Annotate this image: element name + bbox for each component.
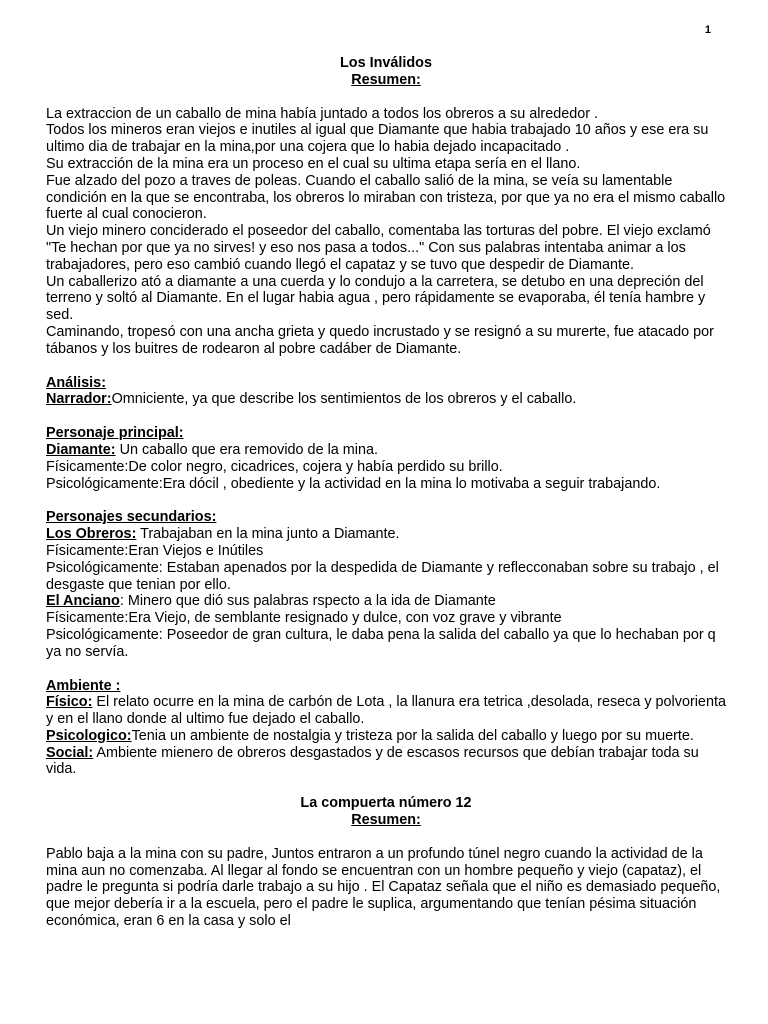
ambiente-heading: Ambiente : (46, 677, 121, 694)
anciano-psico: Psicológicamente: Poseedor de gran cultura, le daba pena la salida del caballo ya que lo hechaban por q ya no servía. (46, 626, 716, 660)
narrador-label: Narrador: (46, 391, 112, 408)
summary-paragraph-6: Un caballerizo ató a diamante a una cuerda y lo condujo a la carretera, se detubo en una depreción del terreno y soltó al Diamante. En el lugar habia agua , pero rápidamente se evaporaba, él tenía hambre y sed. (46, 273, 706, 324)
summary-paragraph-2: Todos los mineros eran viejos e inutiles al igual que Diamante que habia trabajado 10 años y ese era su ultimo dia de trabajar en la mina,por una cojera que lo habia dejado incapacitado . (46, 122, 709, 156)
ambiente-fisico (46, 694, 726, 728)
narrador-line (46, 391, 726, 408)
obreros-text: Trabajaban en la mina junto a Diamante. (136, 526, 400, 543)
section2-subtitle: Resumen: (351, 812, 421, 829)
diamante-fisico: Físicamente:De color negro, cicadrices, cojera y había perdido su brillo. (46, 458, 503, 475)
diamante-line (46, 442, 726, 459)
diamante-psico: Psicológicamente:Era dócil , obediente y la actividad en la mina lo motivaba a seguir trabajando. (46, 475, 661, 492)
document-body (46, 55, 726, 930)
obreros-psico: Psicológicamente: Estaban apenados por la despedida de Diamante y reflecconaban sobre su trabajo , el desgaste que tenian por ello. (46, 559, 719, 593)
ambiente-fisico-label: Físico: (46, 694, 93, 711)
obreros-label: Los Obreros: (46, 526, 137, 543)
ambiente-social (46, 745, 726, 779)
section2-title: La compuerta número 12 (300, 795, 472, 812)
narrador-text: Omniciente, ya que describe los sentimientos de los obreros y el caballo. (111, 391, 577, 408)
summary-paragraph-4: Fue alzado del pozo a traves de poleas. Cuando el caballo salió de la mina, se veía su lamentable condición en la que se encontraba, los obreros lo miraban con tristeza, por que ya no era el mismo caballo fuerte al cual conocieron. (46, 172, 726, 223)
ambiente-fisico-text: El relato ocurre en la mina de carbón de Lota , la llanura era tetrica ,desolada, reseca y polvorienta y en el llano donde al ultimo fue dejado el caballo. (46, 694, 726, 728)
diamante-text: Un caballo que era removido de la mina. (115, 441, 378, 458)
ambiente-psico-label: Psicologico: (46, 727, 132, 744)
page-number: 1 (704, 24, 711, 36)
summary-paragraph-3: Su extracción de la mina era un proceso en el cual su ultima etapa sería en el llano. (46, 155, 581, 172)
analysis-heading: Análisis: (46, 374, 106, 391)
anciano-label: El Anciano (46, 593, 120, 610)
section1-title: Los Inválidos (340, 55, 432, 71)
principal-heading: Personaje principal: (46, 425, 184, 442)
section2-paragraph: Pablo baja a la mina con su padre, Juntos entraron a un profundo túnel negro cuando la actividad de la mina aun no comenzaba. Al llegar al fondo se encuentran con un hombre pequeño y viejo (capataz), el padre le pregunta si podría darle trabajo a su hijo . El Capataz señala que el niño es demasiado pequeño, que mejor debería ir a la escuela, pero el padre le suplica, argumentando que tenían pésima situación económica, eran 6 en la casa y solo el (46, 845, 721, 930)
ambiente-psico-text: Tenia un ambiente de nostalgia y tristeza por la salida del caballo y luego por su muerte. (131, 727, 694, 744)
anciano-text: : Minero que dió sus palabras rspecto a la ida de Diamante (119, 593, 496, 610)
anciano-line (46, 593, 726, 610)
summary-paragraph-1: La extraccion de un caballo de mina había juntado a todos los obreros a su alrededor . (46, 105, 599, 122)
obreros-line (46, 526, 726, 543)
summary-paragraph-5: Un viejo minero conciderado el poseedor del caballo, comentaba las torturas del pobre. El viejo exclamó "Te hechan por que ya no sirves! y eso nos pasa a todos..." Con sus palabras intentaba animar a los trabajadores, pero eso cambió cuando llegó el capataz y se tuvo que despedir de Diamante. (46, 223, 711, 273)
ambiente-psico (46, 728, 726, 745)
diamante-label: Diamante: (46, 441, 116, 458)
secundarios-heading: Personajes secundarios: (46, 509, 217, 526)
anciano-fisico: Físicamente:Era Viejo, de semblante resignado y dulce, con voz grave y vibrante (46, 610, 562, 627)
section1-subtitle: Resumen: (351, 71, 421, 88)
ambiente-social-text: Ambiente mienero de obreros desgastados y de escasos recursos que debían trabajar toda su vida. (46, 744, 699, 778)
summary-paragraph-7: Caminando, tropesó con una ancha grieta y quedo incrustado y se resignó a su murerte, fue atacado por tábanos y los buitres de rodearon al pobre cadáber de Diamante. (46, 323, 714, 357)
obreros-fisico: Físicamente:Eran Viejos e Inútiles (46, 542, 264, 559)
ambiente-social-label: Social: (46, 744, 94, 761)
